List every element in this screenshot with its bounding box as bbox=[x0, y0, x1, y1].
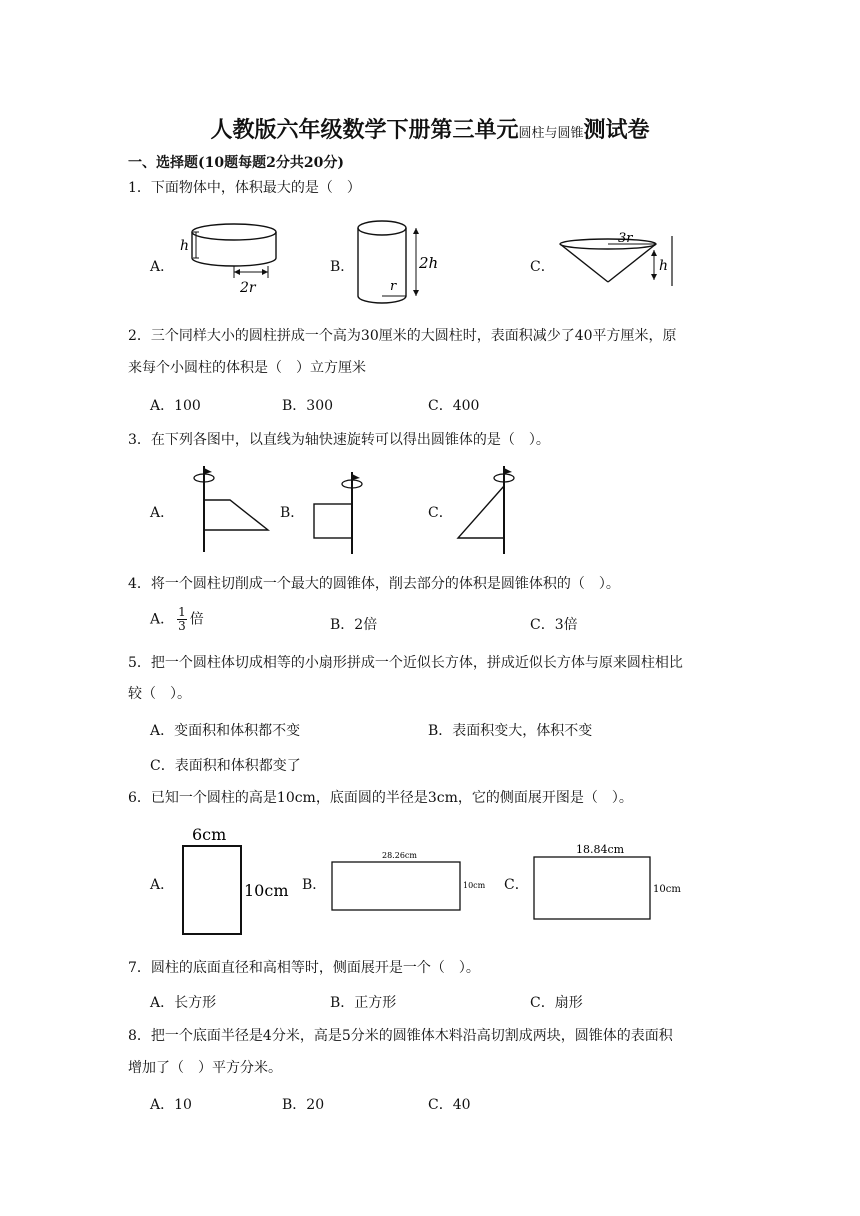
question-2-line-1: 2．三个同样大小的圆柱拼成一个高为30厘米的大圆柱时，表面积减少了40平方厘米，原 bbox=[128, 328, 677, 344]
question-6: 6．已知一个圆柱的高是10cm，底面圆的半径是3cm，它的侧面展开图是（ ）。 bbox=[128, 790, 633, 806]
q8-option-a[interactable]: A．10 bbox=[150, 1097, 192, 1113]
question-5-line-1: 5．把一个圆柱体切成相等的小扇形拼成一个近似长方体，拼成近似长方体与原来圆柱相比 bbox=[128, 655, 683, 671]
q6-figure-b-rectangle bbox=[330, 848, 490, 914]
question-4: 4．将一个圆柱切削成一个最大的圆锥体，削去部分的体积是圆锥体积的（ ）。 bbox=[128, 576, 620, 592]
q1-c-r-label: 3r bbox=[618, 232, 633, 246]
q7-option-a[interactable]: A．长方形 bbox=[150, 995, 217, 1011]
q4-option-c[interactable]: C．3倍 bbox=[530, 617, 578, 633]
q6-b-width-label: 28.26cm bbox=[382, 851, 417, 860]
q3-figure-a-trapezoid bbox=[186, 464, 276, 554]
q4-option-b[interactable]: B．2倍 bbox=[330, 617, 378, 633]
q5-option-a[interactable]: A．变面积和体积都不变 bbox=[150, 723, 301, 739]
q8-option-b[interactable]: B．20 bbox=[282, 1097, 325, 1113]
q4-option-a-letter: A． bbox=[150, 611, 175, 628]
q6-c-width-label: 18.84cm bbox=[576, 843, 625, 856]
question-8-line-1: 8．把一个底面半径是4分米，高是5分米的圆锥体木料沿高切割成两块，圆锥体的表面积 bbox=[128, 1028, 673, 1044]
q6-option-c[interactable]: C． bbox=[504, 877, 529, 893]
question-8-line-2: 增加了（ ）平方分米。 bbox=[128, 1060, 282, 1076]
q3-figure-c-triangle bbox=[454, 464, 534, 556]
question-2-line-2: 来每个小圆柱的体积是（ ）立方厘米 bbox=[128, 360, 366, 376]
fraction-numerator: 1 bbox=[178, 605, 186, 619]
q6-a-height-label: 10cm bbox=[244, 881, 289, 900]
q2-option-a[interactable]: A．100 bbox=[150, 398, 201, 414]
q5-option-c[interactable]: C．表面积和体积都变了 bbox=[150, 758, 301, 774]
q4-option-a[interactable] bbox=[150, 606, 204, 633]
q4-option-a-unit: 倍 bbox=[189, 611, 204, 628]
title-main: 人教版六年级数学下册第三单元 bbox=[210, 117, 519, 143]
section-heading: 一、选择题(10题每题2分共20分) bbox=[128, 155, 344, 171]
q1-option-b[interactable]: B． bbox=[330, 259, 355, 275]
q6-c-height-label: 10cm bbox=[653, 884, 681, 895]
q6-figure-c-rectangle bbox=[532, 842, 692, 922]
q1-b-h-label: 2h bbox=[419, 254, 439, 272]
question-7: 7．圆柱的底面直径和高相等时，侧面展开是一个（ ）。 bbox=[128, 960, 480, 976]
q6-option-a[interactable]: A． bbox=[150, 877, 175, 893]
q6-b-height-label: 10cm bbox=[463, 881, 486, 890]
q3-option-a[interactable]: A． bbox=[150, 505, 175, 521]
q3-figure-b-rectangle bbox=[308, 472, 378, 556]
q6-a-width-label: 6cm bbox=[192, 825, 227, 844]
title-small: 圆柱与圆锥 bbox=[518, 126, 584, 141]
q1-figure-b-cylinder bbox=[352, 216, 448, 308]
q7-option-b[interactable]: B．正方形 bbox=[330, 995, 397, 1011]
q6-option-b[interactable]: B． bbox=[302, 877, 327, 893]
page-title bbox=[0, 113, 860, 144]
q3-option-b[interactable]: B． bbox=[280, 505, 305, 521]
q2-option-b[interactable]: B．300 bbox=[282, 398, 334, 414]
question-5-line-2: 较（ ）。 bbox=[128, 686, 191, 702]
fraction bbox=[177, 606, 187, 633]
fraction-denominator: 3 bbox=[178, 619, 186, 633]
q8-option-c[interactable]: C．40 bbox=[428, 1097, 471, 1113]
question-3: 3．在下列各图中，以直线为轴快速旋转可以得出圆锥体的是（ ）。 bbox=[128, 432, 550, 448]
question-1: 1．下面物体中，体积最大的是（ ） bbox=[128, 180, 361, 196]
q1-option-a[interactable]: A． bbox=[150, 259, 175, 275]
q1-b-r-label: r bbox=[390, 279, 397, 294]
q6-figure-a-rectangle bbox=[180, 824, 290, 938]
q1-figure-c-cone bbox=[556, 232, 678, 290]
q1-a-h-label: h bbox=[180, 238, 190, 254]
q2-option-c[interactable]: C．400 bbox=[428, 398, 480, 414]
q5-option-b[interactable]: B．表面积变大，体积不变 bbox=[428, 723, 593, 739]
q7-option-c[interactable]: C．扇形 bbox=[530, 995, 583, 1011]
q3-option-c[interactable]: C． bbox=[428, 505, 453, 521]
q1-option-c[interactable]: C． bbox=[530, 259, 555, 275]
title-suffix: 测试卷 bbox=[583, 117, 650, 143]
q1-figure-a-cylinder bbox=[176, 218, 282, 300]
q1-c-h-label: h bbox=[659, 258, 669, 274]
q1-a-r-label: 2r bbox=[240, 280, 256, 296]
